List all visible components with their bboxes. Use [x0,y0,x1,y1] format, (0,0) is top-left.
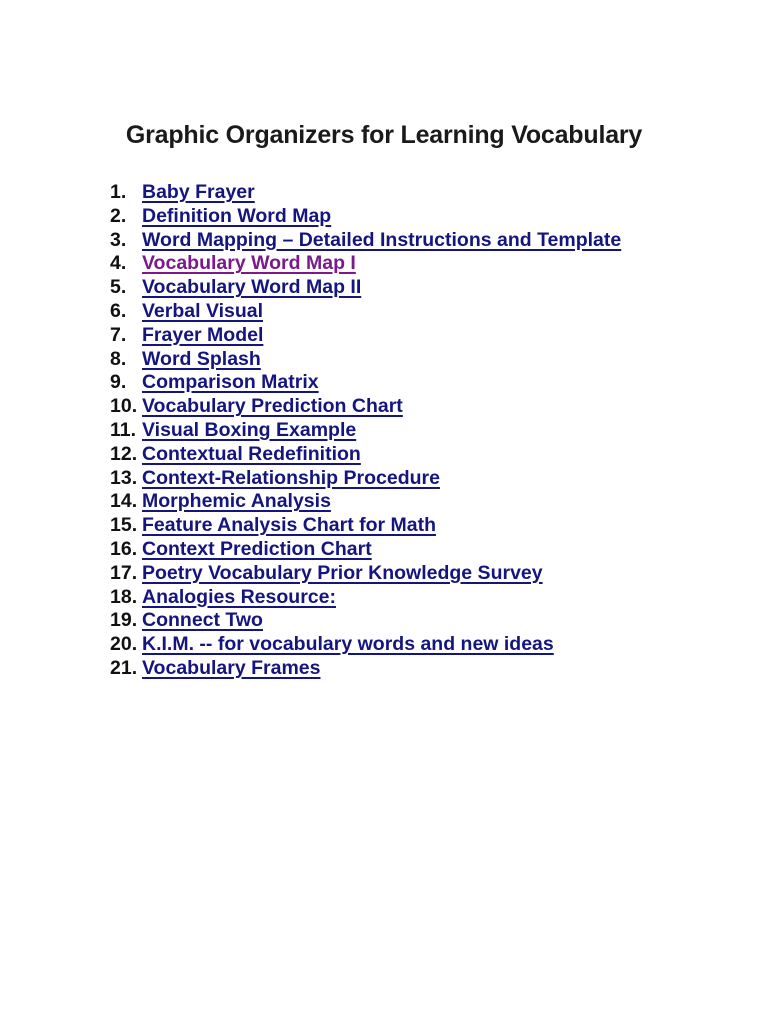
list-item-number: 12. [110,442,138,465]
list-item [110,205,621,229]
list-item-number: 5. [110,276,127,299]
organizer-link[interactable]: Word Mapping – Detailed Instructions and Template [142,228,622,251]
list-item-number: 13. [110,466,138,489]
list-item [110,419,621,443]
organizer-link[interactable]: Morphemic Analysis [142,490,331,513]
organizer-link[interactable]: Baby Frayer [142,181,255,203]
list-item-number: 3. [110,228,127,251]
list-item [110,514,621,538]
organizer-link[interactable]: Poetry Vocabulary Prior Knowledge Survey [142,561,543,584]
organizer-link[interactable]: Context Prediction Chart [142,537,372,560]
list-item-number: 7. [110,323,127,346]
list-item-number: 16. [110,537,138,560]
organizer-link[interactable]: Contextual Redefinition [142,442,361,465]
list-item [110,562,621,586]
list-item [110,348,621,372]
organizer-list [110,181,621,681]
list-item-number: 1. [110,181,127,203]
list-item [110,609,621,633]
organizer-link[interactable]: Comparison Matrix [142,371,319,394]
organizer-link[interactable]: Context-Relationship Procedure [142,466,440,489]
list-item [110,395,621,419]
list-item [110,538,621,562]
list-item-number: 15. [110,514,138,537]
list-item-number: 11. [110,418,137,441]
list-item [110,181,621,205]
list-item-number: 2. [110,204,127,227]
list-item [110,324,621,348]
list-item [110,467,621,491]
organizer-link[interactable]: Vocabulary Frames [142,656,321,679]
organizer-link[interactable]: Word Splash [142,347,261,370]
list-item-number: 6. [110,299,127,322]
organizer-link[interactable]: Connect Two [142,609,263,632]
list-item [110,657,621,681]
organizer-link[interactable]: Feature Analysis Chart for Math [142,514,437,537]
list-item-number: 21. [110,656,138,679]
list-item-number: 10. [110,395,138,418]
list-item [110,490,621,514]
list-item [110,252,621,276]
organizer-link[interactable]: Analogies Resource: [142,585,336,608]
organizer-link[interactable]: Visual Boxing Example [142,418,357,441]
list-item [110,276,621,300]
list-item-number: 8. [110,347,127,370]
list-item-number: 17. [110,561,138,584]
organizer-link[interactable]: Definition Word Map [142,204,332,227]
list-item [110,633,621,657]
list-item-number: 18. [110,585,138,608]
organizer-link[interactable]: Frayer Model [142,323,264,346]
organizer-link[interactable]: K.I.M. -- for vocabulary words and new ideas [142,633,554,656]
organizer-link[interactable]: Vocabulary Word Map I [142,252,356,275]
list-item-number: 20. [110,633,138,656]
list-item [110,586,621,610]
list-item [110,443,621,467]
list-item-number: 19. [110,609,138,632]
page-title: Graphic Organizers for Learning Vocabulary [125,121,643,149]
list-item-number: 4. [110,252,127,275]
list-item-number: 9. [110,371,127,394]
organizer-link[interactable]: Vocabulary Prediction Chart [142,395,403,418]
organizer-link[interactable]: Vocabulary Word Map II [142,276,362,299]
list-item [110,300,621,324]
organizer-link[interactable]: Verbal Visual [142,299,264,322]
list-item [110,371,621,395]
list-item-number: 14. [110,490,138,513]
list-item [110,229,621,253]
